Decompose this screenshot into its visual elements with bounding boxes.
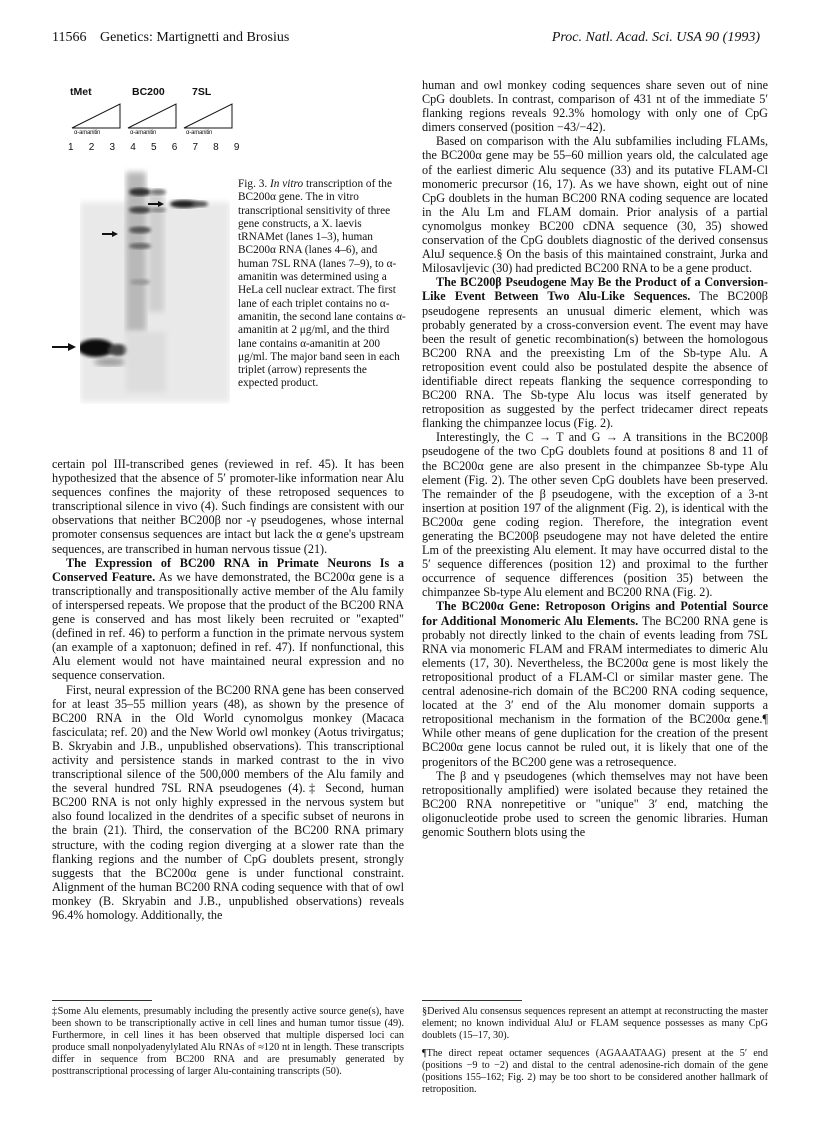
left-column (52, 457, 404, 922)
page-number: 11566 (52, 30, 87, 45)
right-column (422, 78, 768, 839)
running-header (52, 30, 289, 46)
amanitin-wedges (68, 102, 248, 130)
lane-numbers: 1 2 3 4 5 6 7 8 9 (68, 142, 246, 153)
caption-text: transcription of the BC200α gene. The in vitro transcriptional sensitivity of three gene constructs, a X. laevis tRNAMet (lanes 1–3), human BC200α RNA (lanes 4–6), and human 7SL RNA (lanes 7–9), to α-amanitin was determined using a HeLa cell nuclear extract. The first lane of each triplet contains no α-amanitin, the second lane contains α-amanitin at 2 μg/ml, and the third lane contains α-amanitin at 200 μg/ml. The major band seen in each triplet (arrow) represents the expected product. (238, 178, 406, 390)
gel-image (80, 162, 230, 404)
journal-citation: Proc. Natl. Acad. Sci. USA 90 (1993) (551, 30, 760, 45)
alpha-amanitin-label: α-amanitin (130, 130, 157, 136)
lane-group-label: BC200 (132, 86, 165, 98)
paragraph-text: The BC200β pseudogene represents an unusual dimeric element, which was probably generated by a cross-conversion event. The event may have been the result of genetic recombination(s) between the homologous BC200 RNA and the preexisting Lm of the Sb-type Alu. A retroposition event could also be postulated despite the absence of identifiable direct repeats flanking the sequence corresponding to BC200 RNA. The Sb-type Alu locus was itself generated by retroposition as suggested by the perfect tridecamer direct repeats flanking the chimpanzee locus (Fig. 2). (422, 289, 768, 431)
figure-caption (238, 178, 408, 391)
paragraph: human and owl monkey coding sequences share seven out of nine CpG doublets. In contrast, comparison of 431 nt of the immediate 5′ flanking regions reveals 92.3% homology with only one of CpG dimers conserved (position −43/−42). (422, 78, 768, 135)
alpha-amanitin-label: α-amanitin (74, 130, 101, 136)
arrow-icon (50, 340, 78, 354)
section-heading: The BC200β Pseudogene May Be the Product of a Conversion-Like Event Between Two Alu-Like Sequences. (422, 275, 768, 304)
wedge-1 (72, 104, 120, 128)
paragraph: Interestingly, the C → T and G → A transitions in the BC200β pseudogene of the two CpG doublets found at positions 8 and 11 of the BC200α gene are also present in the chimpanzee Sb-type Alu element (Fig. 2). The other seven CpG doublets have been preserved. The remainder of the β pseudogene, with the exception of a 3-nt insertion at position 197 of the alignment (Fig. 2), is identical with the BC200α gene coding region. Therefore, the integration event generating the BC200β pseudogene may not have deleted the entire Lm of the preexisting Alu element. It may have occurred distal to the 5′ sequence differences (position 12) and proximal to the further occurrence of sequence differences (position 35) between the chimpanzee Sb-type Alu element and BC200 RNA (Fig. 2). (422, 430, 768, 600)
footnote-rule (422, 1000, 522, 1001)
wedge-3 (184, 104, 232, 128)
lane-group-label: 7SL (192, 86, 212, 98)
footnote: ¶The direct repeat octamer sequences (AGAAATAAG) present at the 5′ end (positions −9 to −2) and distal to the central adenosine-rich domain of the gene (positions 155–162; Fig. 2) may be too short to be considered another hallmark of retroposition. (422, 1048, 768, 1095)
lane-group-label: tMet (70, 86, 92, 98)
paragraph-text: The BC200 RNA gene is probably not directly linked to the chain of events leading from 7SL RNA via monomeric FLAM and FRAM intermediates to dimeric Alu elements (17, 30). Nevertheless, the BC200α gene is most likely the retropositional product of a FLAM-Cl or similar master gene. The central adenosine-rich domain of the BC200 RNA coding sequence, located at the 3′ end of the Alu monomer domain supports a retropositional mechanism in the formation of the BC200α gene.¶ While other means of gene duplication for the creation of the present BC200α gene locus cannot be ruled out, it is likely that one of the progenitors of the BC200 gene was a retrosequence. (422, 613, 768, 769)
paragraph-text: As we have demonstrated, the BC200α gene is a transcriptionally and transpositionally active member of the Alu family of interspersed repeats. We propose that the product of the BC200 RNA gene is conserved and has most likely been recruited or "exapted" (defined in ref. 46) to perform a function in the primate nervous system (an example of a xaptonuon; defined in ref. 47). If nonfunctional, this Alu element would not have maintained neural expression and no sequence conservation. (52, 569, 404, 683)
paragraph: First, neural expression of the BC200 RNA gene has been conserved for at least 35–55 million years (48), as shown by the presence of BC200 RNA in the Old World cynomolgus monkey (Macaca fasciculata; ref. 20) and the New World owl monkey (Aotus trivirgatus; B. Skryabin and J.B., unpublished observations). This transcriptional activity and persistence stands in marked contrast to the in vivo transcriptional silence of the 500,000 members of the Alu family and the several hundred 7SL RNA pseudogenes (4).‡ Second, human BC200 RNA is not only highly expressed in the nervous system but also found localized in the dendrites of a specific subset of neurons in the brain (21). Third, the conservation of the BC200 RNA primary structure, with the coding region diverging at a slower rate than the flanking regions and the number of CpG doublets present, strongly suggests that the BC200α gene is under functional constraint. Alignment of the human BC200 RNA coding sequence with that of owl monkey (B. Skryabin and J.B., unpublished observations) reveals 96.4% homology. Additionally, the (52, 682, 404, 922)
footnote: §Derived Alu consensus sequences represent an attempt at reconstructing the master element; no known individual AluJ or FLAM sequence possesses as many CpG doublets (15–17, 30). (422, 1006, 768, 1041)
running-title: Genetics: Martignetti and Brosius (99, 30, 290, 45)
caption-title: In vitro (270, 178, 304, 190)
figure-lane-labels (68, 86, 248, 156)
paragraph: The β and γ pseudogenes (which themselves may not have been retropositionally amplified) were isolated because they retained the BC200 RNA nonrepetitive or "unique" 3′ end, matching the oligonucleotide probe used to screen the genomic libraries. Human genomic Southern blots using the (422, 768, 768, 839)
footnote: ‡Some Alu elements, presumably including the presently active source gene(s), have been shown to be transcriptionally active in cell lines and human tumor tissue (49). Furthermore, in cell lines it has been observed that multiple dispersed loci can produce small nonpolyadenylylated Alu RNAs of ≈120 nt in length. These transcripts differ in sequence from BC200 RNA and are presumably generated by posttranscriptional processing of larger Alu-containing transcripts (50). (52, 1006, 404, 1077)
footnote-rule (52, 1000, 152, 1001)
alpha-amanitin-label: α-amanitin (186, 130, 213, 136)
section-heading: The Expression of BC200 RNA in Primate Neurons Is a Conserved Feature. (52, 555, 404, 584)
paragraph: certain pol III-transcribed genes (reviewed in ref. 45). It has been hypothesized that the absence of 5′ promoter-like information near Alu sequences confines the majority of these retroposed sequences to transcriptional silence in vivo (4). Such findings are consistent with our observations that neither BC200β nor -γ pseudogenes, whose internal promoter consensus sequences are intact but lack the α gene's upstream sequences, are transcribed in human nervous tissue (21). (52, 457, 404, 556)
caption-label: Fig. 3. (238, 178, 268, 190)
section-heading: The BC200α Gene: Retroposon Origins and Potential Source for Additional Monomeric Alu Elements. (422, 599, 768, 628)
wedge-2 (128, 104, 176, 128)
paragraph: Based on comparison with the Alu subfamilies including FLAMs, the BC200α gene may be 55–60 million years old, the calculated age of the earliest dimeric Alu sequence (33) and its putative FLAM-Cl monomeric precursor (16, 17). As we have shown, eight out of nine CpG doublets in the human BC200 RNA coding sequence are located in the Alu Lm and FLAM domain. Prior analysis of a partial cynomolgus monkey BC200 cDNA sequence (30, 35) showed conservation of the CpG doublets diagnostic of the derived consensus AluJ sequence.§ On the basis of this maintained constraint, Jurka and Milosavljevic (30) had predicted BC200 RNA to be a gene product. (422, 134, 768, 276)
footnotes-right (422, 1006, 768, 1096)
footnotes-left (52, 1006, 404, 1078)
